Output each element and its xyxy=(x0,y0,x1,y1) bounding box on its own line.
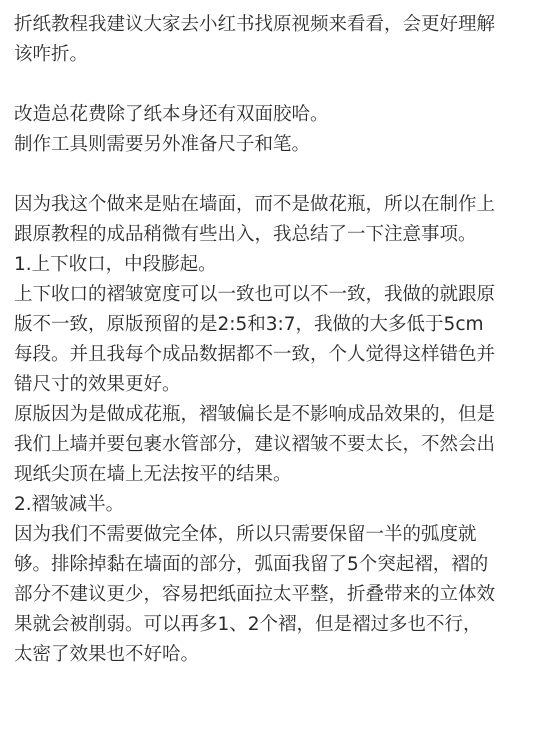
note-heading-2: 2.褶皱减半。 xyxy=(14,494,125,515)
text-line: 果就会被削弱。可以再多1、2个褶，但是褶过多也不行， xyxy=(14,614,482,635)
paragraph-cost xyxy=(14,100,544,160)
text-line: 版不一致，原版预留的是2:5和3:7，我做的大多低于5cm xyxy=(14,314,484,335)
text-line: 因为我们不需要做完全体，所以只需要保留一半的弧度就 xyxy=(14,524,477,545)
text-line: 错尺寸的效果更好。 xyxy=(14,374,181,395)
note-heading-1: 1.上下收口，中段膨起。 xyxy=(14,254,217,275)
text-line: 每段。并且我每个成品数据都不一致，个人觉得这样错色并 xyxy=(14,344,496,365)
text-line: 该咋折。 xyxy=(14,44,89,65)
text-line: 原版因为是做成花瓶，褶皱偏长是不影响成品效果的，但是 xyxy=(14,404,496,425)
text-line: 制作工具则需要另外准备尺子和笔。 xyxy=(14,134,311,155)
text-line: 折纸教程我建议大家去小红书找原视频来看看，会更好理解 xyxy=(14,14,496,35)
text-line: 现纸尖顶在墙上无法按平的结果。 xyxy=(14,464,292,485)
text-line: 因为我这个做来是贴在墙面，而不是做花瓶，所以在制作上 xyxy=(14,194,496,215)
text-line: 我们上墙并要包裹水管部分，建议褶皱不要太长，不然会出 xyxy=(14,434,496,455)
text-line: 太密了效果也不好哈。 xyxy=(14,644,200,665)
text-line: 部分不建议更少，容易把纸面拉太平整，折叠带来的立体效 xyxy=(14,584,496,605)
article-body xyxy=(14,10,544,670)
paragraph-notes xyxy=(14,190,544,670)
paragraph-gap xyxy=(14,160,544,190)
paragraph-gap xyxy=(14,70,544,100)
paragraph-intro xyxy=(14,10,544,70)
text-line: 跟原教程的成品稍微有些出入，我总结了一下注意事项。 xyxy=(14,224,477,245)
text-line: 上下收口的褶皱宽度可以一致也可以不一致，我做的就跟原 xyxy=(14,284,496,305)
text-line: 够。排除掉黏在墙面的部分，弧面我留了5个突起褶，褶的 xyxy=(14,554,489,575)
text-line: 改造总花费除了纸本身还有双面胶哈。 xyxy=(14,104,329,125)
